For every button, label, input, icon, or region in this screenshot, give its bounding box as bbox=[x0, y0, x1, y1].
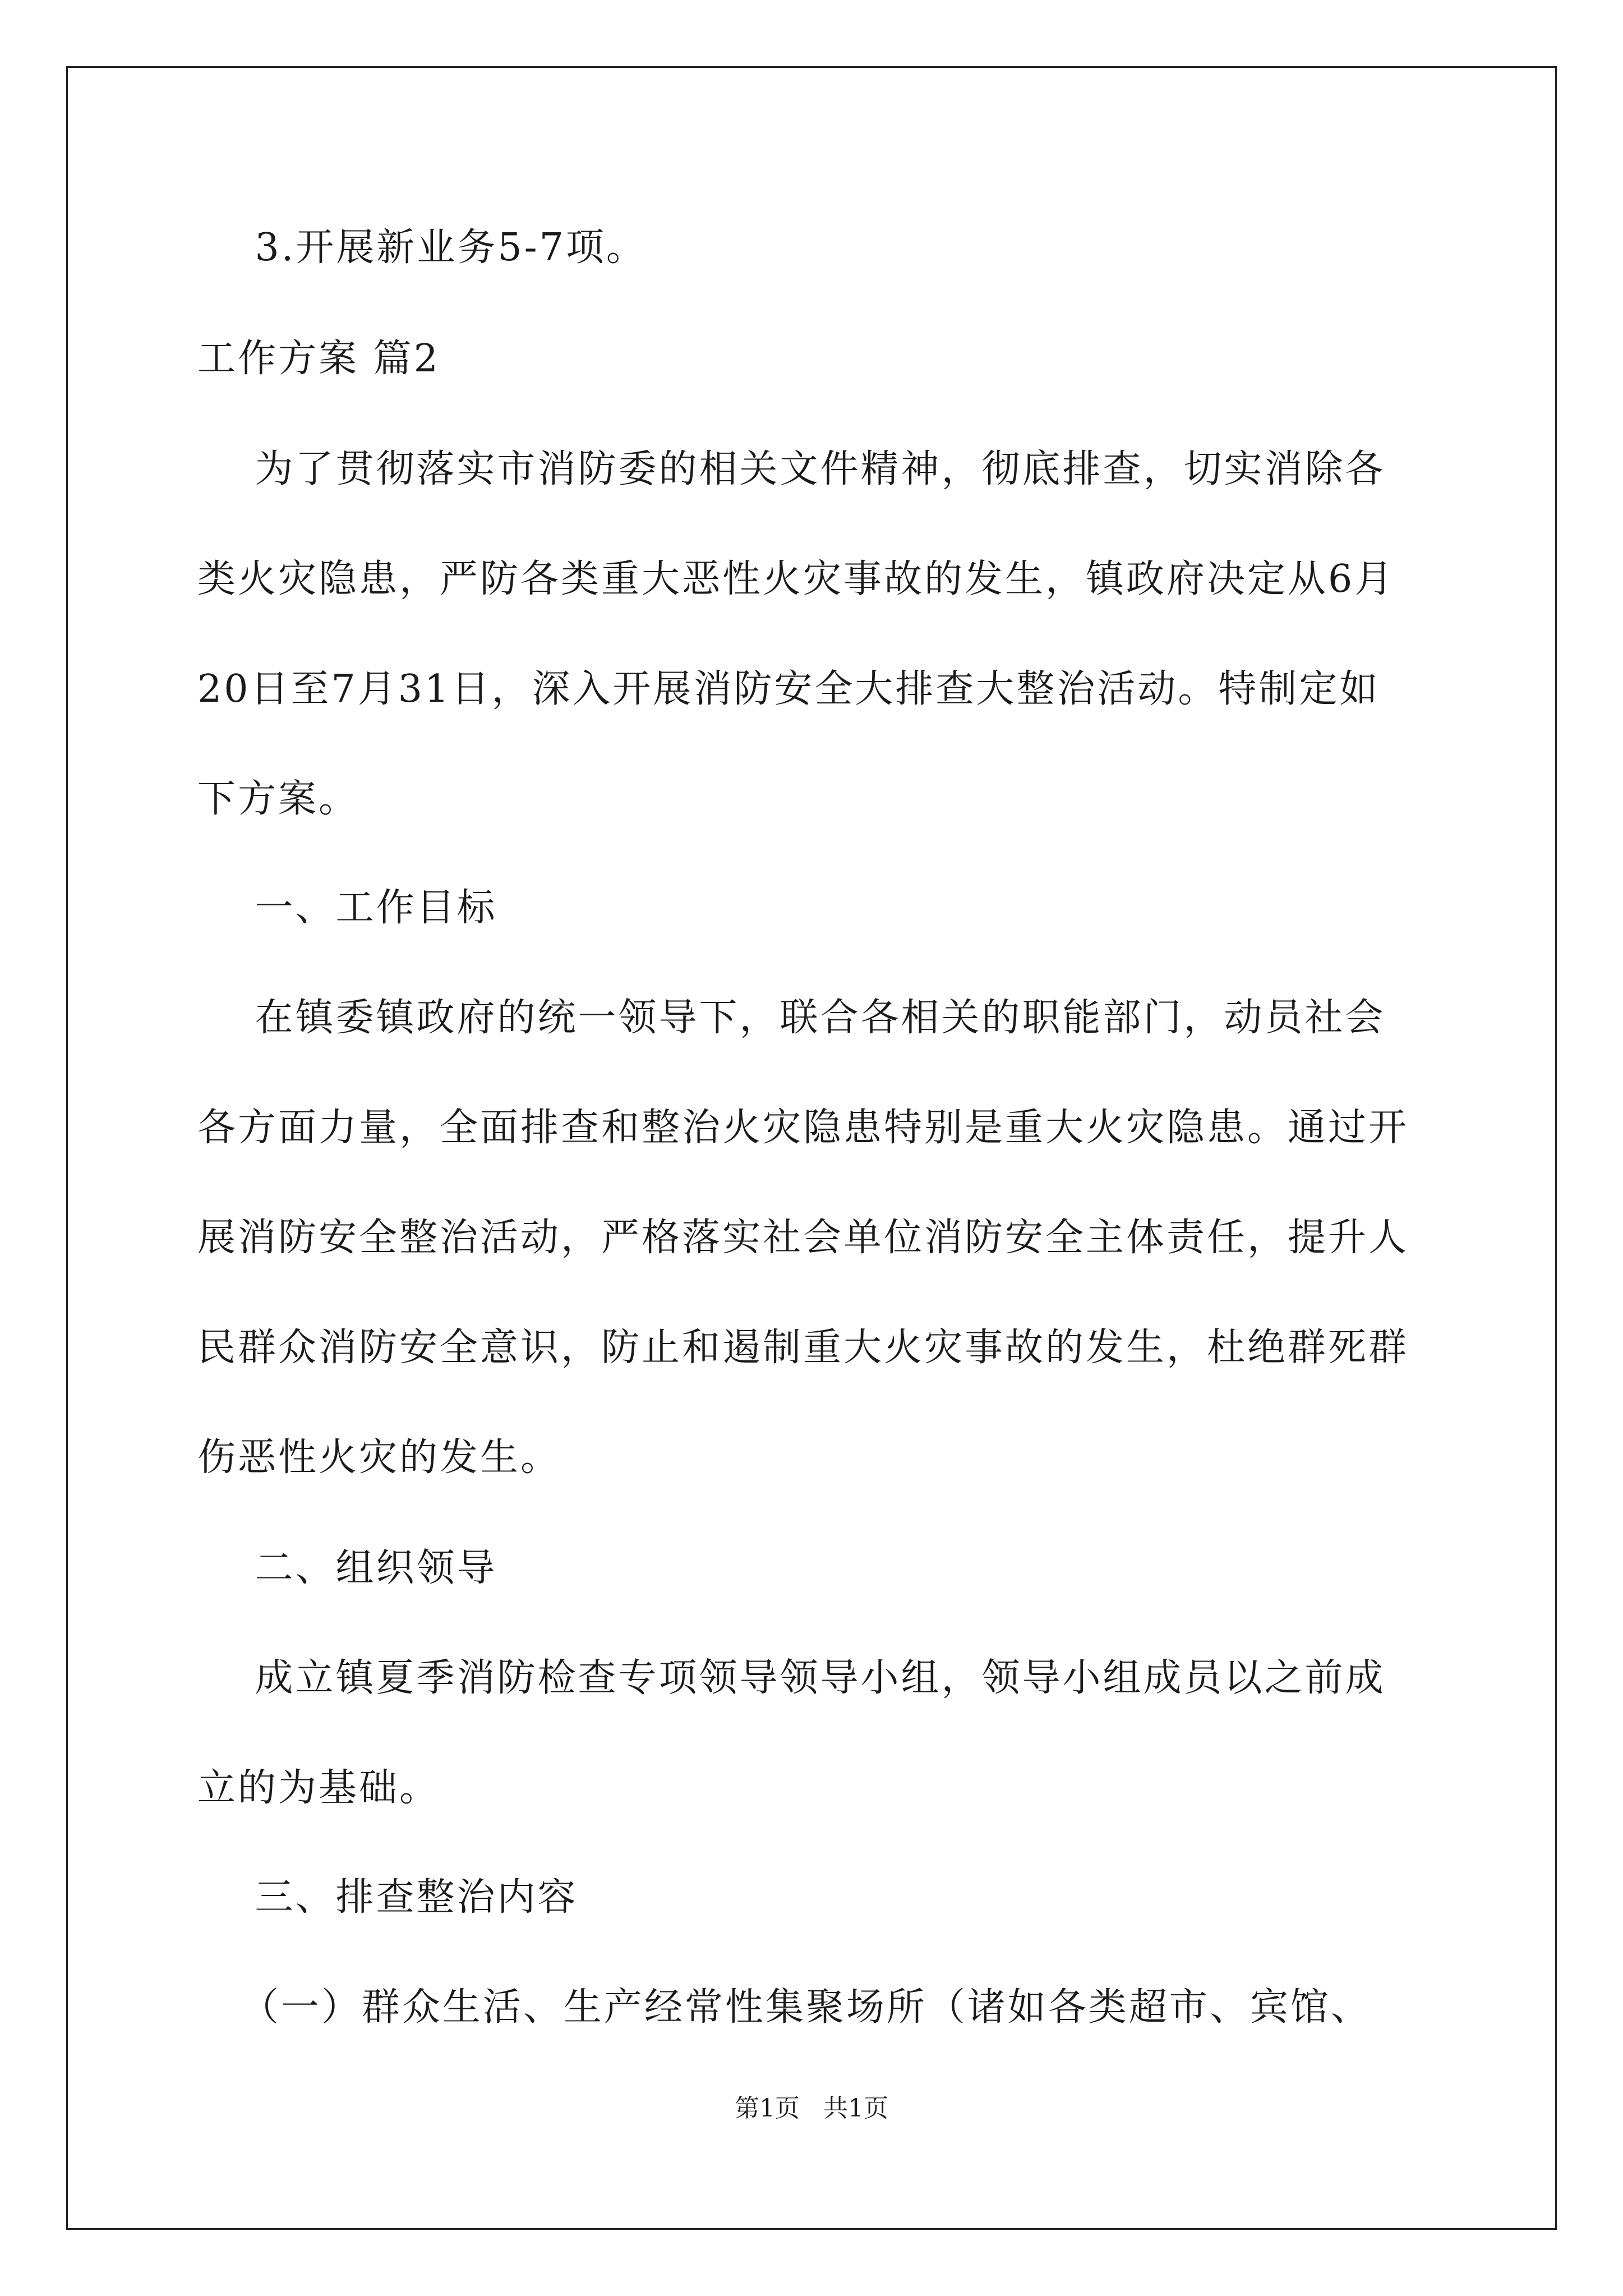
text-line: 类火灾隐患，严防各类重大恶性火灾事故的发生，镇政府决定从6月 bbox=[197, 557, 1395, 601]
text-line: 20日至7月31日，深入开展消防安全大排查大整治活动。特制定如 bbox=[197, 667, 1380, 711]
text-line: 工作方案 篇2 bbox=[197, 337, 440, 381]
page-number: 第1页 bbox=[735, 2094, 800, 2123]
text-line: 在镇委镇政府的统一领导下，联合各相关的职能部门，动员社会 bbox=[197, 996, 1386, 1040]
text-line: （一）群众生活、生产经常性集聚场所（诸如各类超市、宾馆、 bbox=[197, 1985, 1371, 2030]
text-line: 一、工作目标 bbox=[197, 886, 497, 930]
text-line: 二、组织领导 bbox=[197, 1546, 497, 1590]
text-line: 为了贯彻落实市消防委的相关文件精神，彻底排查，切实消除各 bbox=[197, 447, 1386, 491]
text-line: 伤恶性火灾的发生。 bbox=[197, 1435, 561, 1480]
text-line: 3.开展新业务5-7项。 bbox=[197, 226, 647, 270]
text-line: 三、排查整治内容 bbox=[197, 1875, 578, 1920]
text-line: 立的为基础。 bbox=[197, 1766, 440, 1810]
page-footer bbox=[0, 2093, 1623, 2124]
text-line: 成立镇夏季消防检查专项领导领导小组，领导小组成员以之前成 bbox=[197, 1656, 1386, 1700]
text-line: 民群众消防安全意识，防止和遏制重大火灾事故的发生，杜绝群死群 bbox=[197, 1326, 1409, 1370]
text-line: 各方面力量，全面排查和整治火灾隐患特别是重大火灾隐患。通过开 bbox=[197, 1106, 1409, 1150]
text-line: 展消防安全整治活动，严格落实社会单位消防安全主体责任，提升人 bbox=[197, 1216, 1409, 1260]
text-line: 下方案。 bbox=[197, 777, 359, 821]
page-total: 共1页 bbox=[823, 2094, 888, 2123]
